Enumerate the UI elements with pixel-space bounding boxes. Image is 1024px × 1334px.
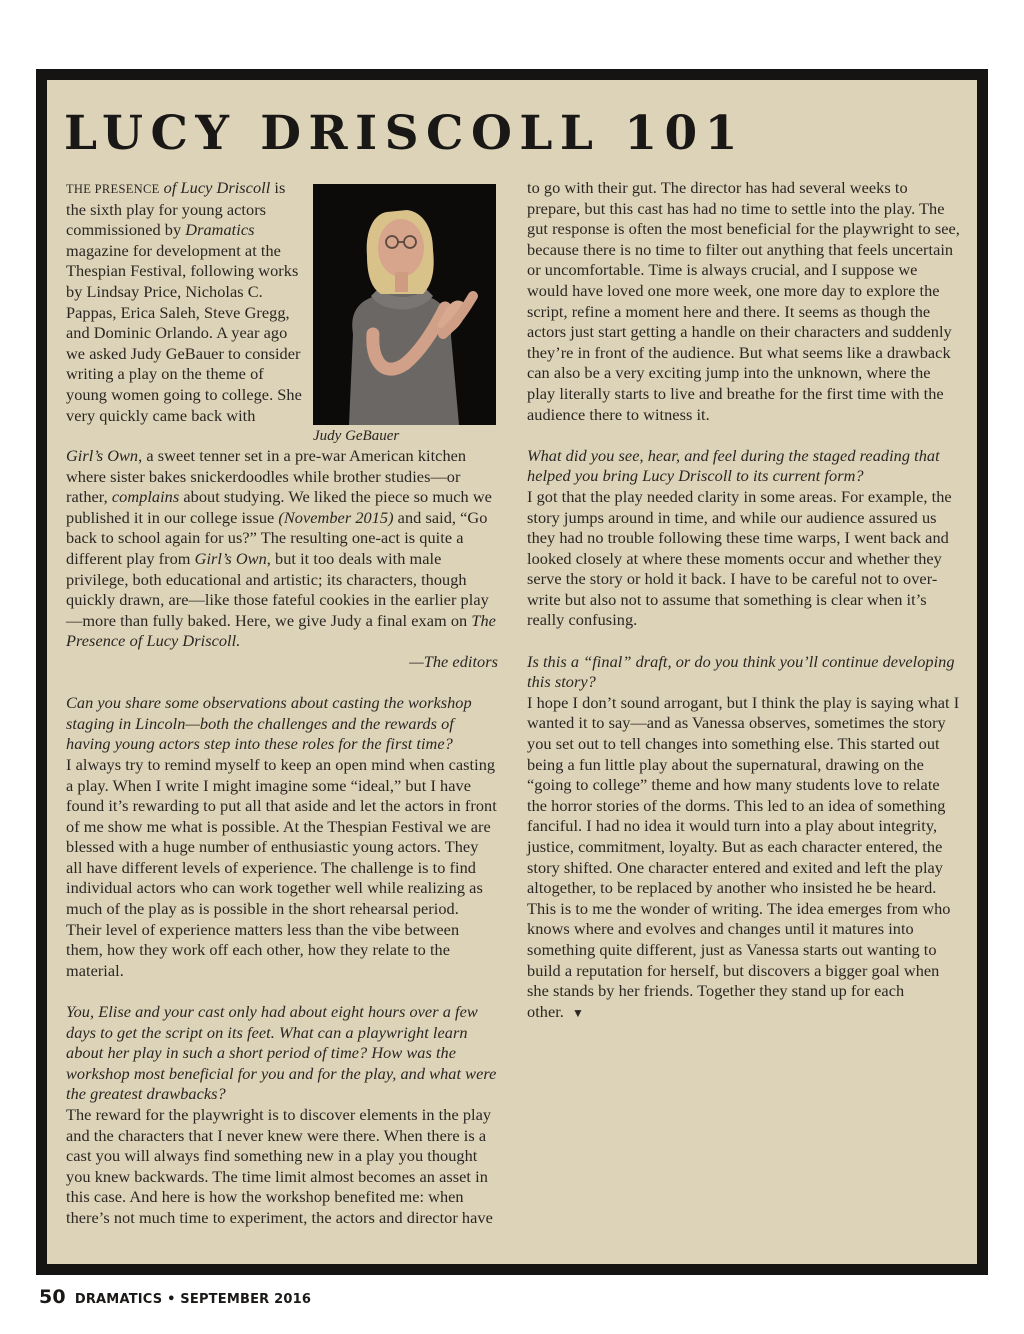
editors-signoff: —The editors bbox=[409, 651, 498, 671]
article-title: LUCY DRISCOLL 101 bbox=[64, 106, 745, 161]
author-photo-image bbox=[313, 184, 496, 425]
question-2: You, Elise and your cast only had about eight hours over a few days to get the script on its feet. What can a playwright learn about her play in such a short period of time? How was the workshop most beneficial for you and for the play, and what were the greatest drawbacks? bbox=[66, 1002, 497, 1104]
intro-text-6: , but it too deals with male privilege, both educational and artistic; its characters, though quickly drawn, are—like those fateful cookies in the earlier play—more than fully baked. Here, we give Judy a final exam on bbox=[66, 548, 489, 630]
magazine-name: Dramatics bbox=[185, 220, 255, 240]
page-number: 50 bbox=[39, 1286, 66, 1308]
answer-1: I always try to remind myself to keep an open mind when casting a play. When I write I might imagine some “ideal,” but I have found it’s rewarding to put all that aside and let the actors in front of me show me what is possible. At the Thespian Festival we are blessed with a huge number of enthusiastic young actors. They all have different levels of experience. The challenge is to find individual actors who can work together well while realizing as much of the play as is possible in the short rehearsal period. Their level of experience matters less than the vibe between them, how they work off each other, how they relate to the material. bbox=[66, 754, 497, 980]
photo-caption: Judy GeBauer bbox=[313, 428, 400, 444]
end-mark-icon: ▼ bbox=[571, 1005, 584, 1020]
play-title-girls-own: Girl’s Own bbox=[66, 446, 139, 465]
question-4: Is this a “final” draft, or do you think you’ll continue developing this story? bbox=[527, 651, 955, 692]
page-footer bbox=[39, 1286, 311, 1308]
issue-reference: (November 2015) bbox=[278, 507, 394, 527]
publication-line: DRAMATICS • SEPTEMBER 2016 bbox=[74, 1292, 312, 1307]
lead-smallcaps: THE PRESENCE bbox=[66, 182, 160, 196]
intro-continuation bbox=[66, 446, 498, 652]
answer-4 bbox=[527, 693, 960, 1024]
column-right bbox=[527, 178, 960, 1023]
intro-text-2: magazine for development at the Thespian Festival, following works by Lindsay Price, Nicholas C. Pappas, Erica Saleh, Steve Gregg, and Dominic Orlando. A year ago we asked Judy GeBauer to consider writing a play on the theme of young women going to college. She very quickly came back with bbox=[66, 240, 302, 425]
answer-4-text: I hope I don’t sound arrogant, but I think the play is saying what I wanted it to say—and as Vanessa observes, sometimes the story you set out to tell changes into something else. This started out being a fun little play about the supernatural, drawing on the “going to college” theme and how many students love to relate the horror stories of the dorms. This led to an idea of something fanciful. I had no idea it would turn into a play about integrity, justice, commitment, loyalty. But as each character entered, the story shifted. One character entered and exited and left the play altogether, to be replaced by another who insisted he be heard. This is to me the wonder of writing. The idea emerges from who knows where and evolves and changes until it matures into something quite different, just as Vanessa starts out wanting to build a reputation for herself, but discovers a bigger goal when she stands by her friends. Together they stand up for each other. bbox=[527, 692, 960, 1021]
author-photo bbox=[313, 184, 496, 425]
play-title-presence: The Presence of Lucy Driscoll. bbox=[66, 610, 496, 651]
intro-text-3: , a sweet tenner set in a pre-war American kitchen where sister bakes snickerdoodles while brother studies—or rather, bbox=[66, 446, 467, 507]
column-left bbox=[66, 446, 498, 1229]
intro-text-1: is the sixth play for young actors commissioned by bbox=[66, 178, 286, 240]
question-1: Can you share some observations about casting the workshop staging in Lincoln—both the challenges and the rewards of having young actors step into these roles for the first time? bbox=[66, 693, 472, 754]
intro-paragraph bbox=[66, 178, 308, 426]
complains-word: complains bbox=[111, 487, 180, 507]
question-3: What did you see, hear, and feel during the staged reading that helped you bring Lucy Driscoll to its current form? bbox=[527, 445, 940, 486]
intro-text-4: about studying. We liked the piece so much we published it in our college issue bbox=[66, 487, 492, 527]
answer-2-start: The reward for the playwright is to discover elements in the play and the characters that I never knew were there. When there is a cast you will always find something new in a play you thought you knew backwards. The time limit almost becomes an asset in this case. And here is how the workshop benefited me: when there’s not much time to experiment, the actors and director have bbox=[66, 1105, 493, 1227]
answer-3: I got that the play needed clarity in some areas. For example, the story jumps around in time, and while our audience assured us they had no trouble following these time warps, I went back and looked closely at where these moments occur and whether they serve the story or hold it back. I have to be careful not to over-write but also not to assume that something is clear when it’s really confusing. bbox=[527, 486, 952, 630]
lead-italic: of Lucy Driscoll bbox=[163, 178, 271, 197]
intro-text-5: and said, “Go back to school again for us?” The resulting one-act is quite a different play from bbox=[66, 507, 488, 568]
answer-2-end: to go with their gut. The director has had several weeks to prepare, but this cast has had no time to settle into the play. The gut response is often the most beneficial for the playwright to see, because there is no time to filter out anything that feels uncertain or uncomfortable. Time is always crucial, and I suppose we would have loved one more week, one more day to explore the script, refine a moment here and there. It seems as though the actors just start getting a handle on their characters and suddenly they’re in front of the audience. But what seems like a drawback can also be a very exciting jump into the unknown, where the play literally starts to live and breathe for the first time with the audience there to witness it. bbox=[527, 178, 960, 424]
play-title-girls-own-2: Girl’s Own bbox=[194, 548, 267, 568]
